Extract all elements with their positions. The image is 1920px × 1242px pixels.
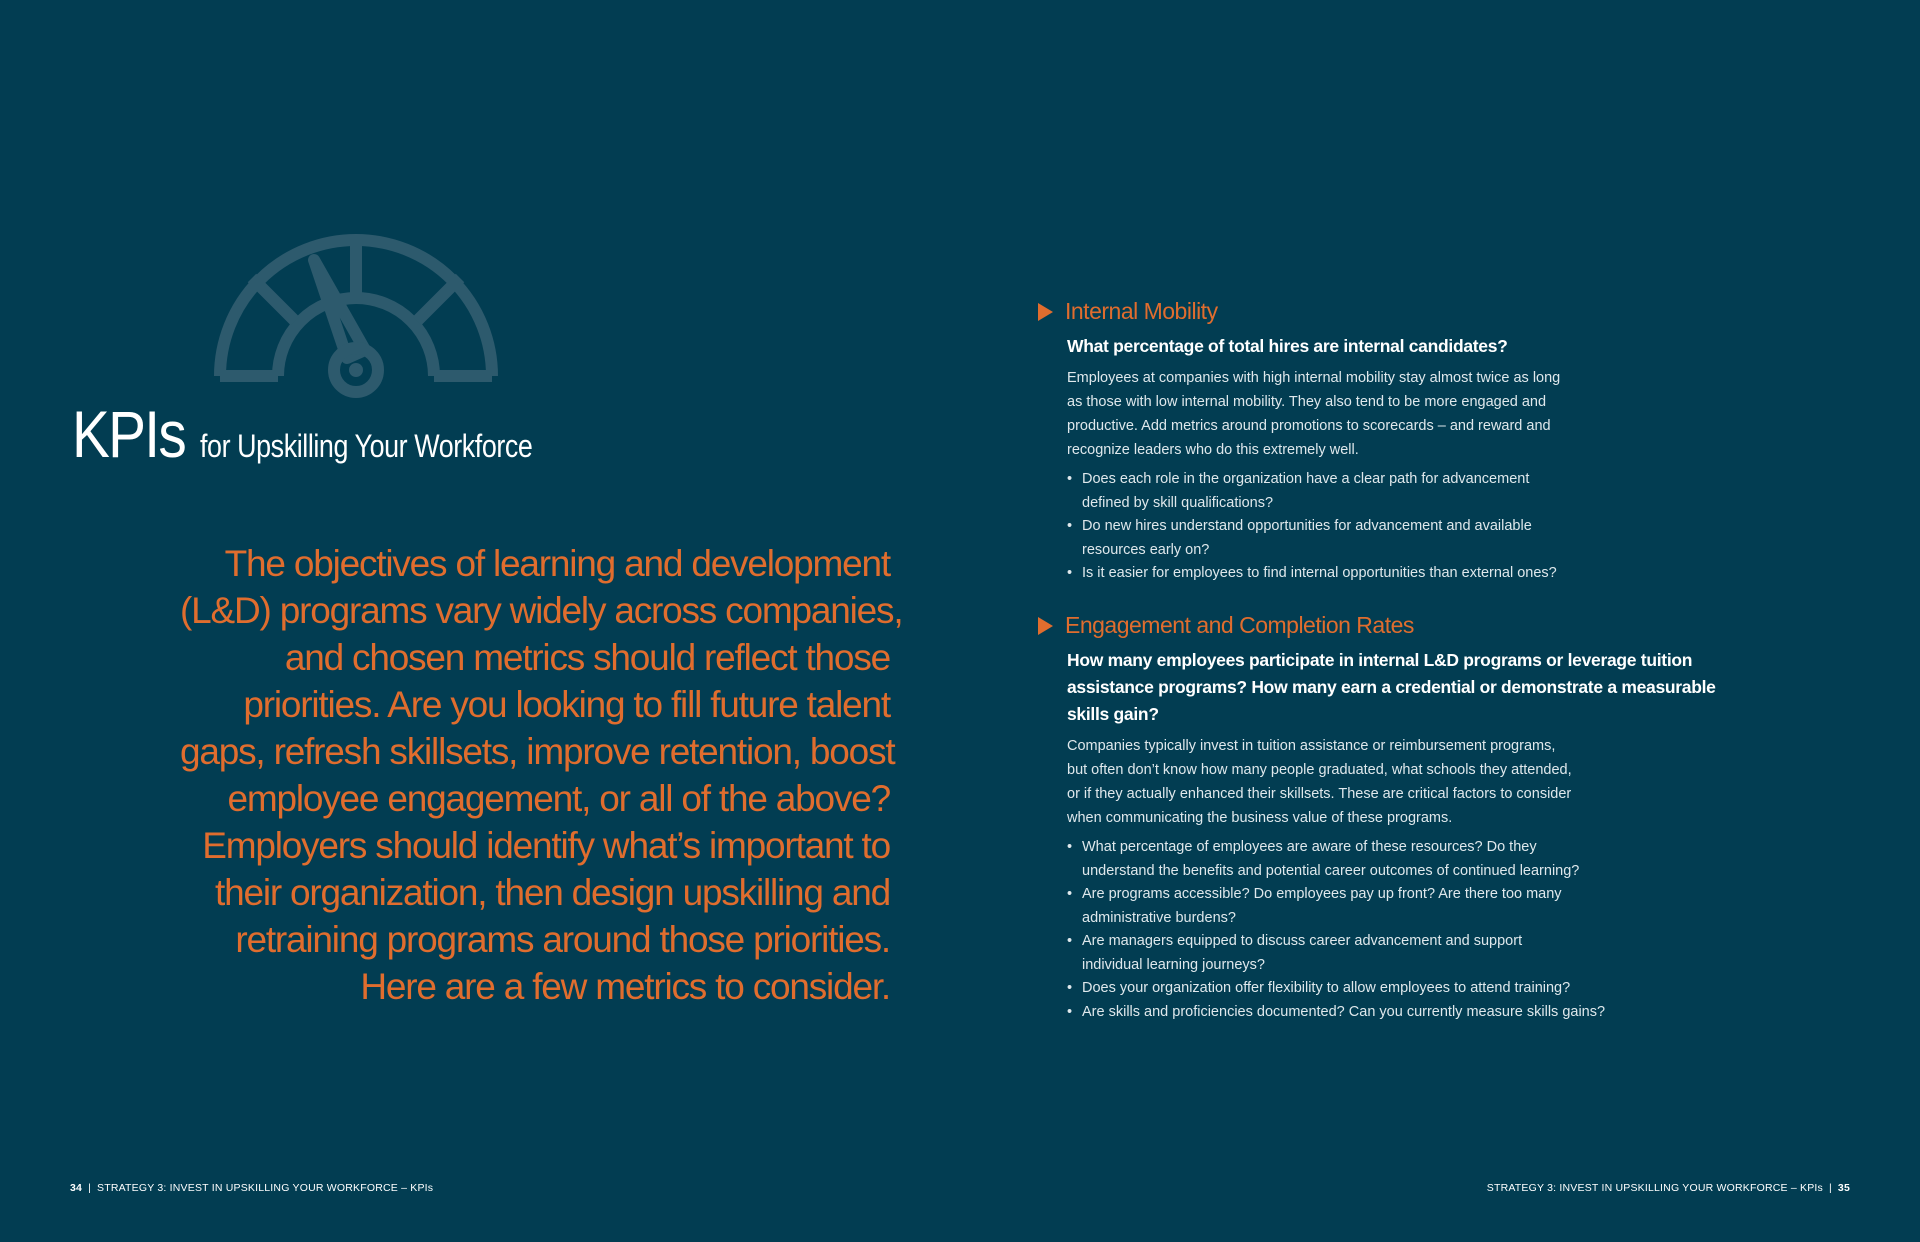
section-internal-mobility bbox=[1038, 298, 1658, 586]
section-heading bbox=[1038, 612, 1658, 639]
bullet-line: • Does your organization offer flexibility to allow employees to attend training? bbox=[1082, 980, 1571, 996]
bullet-item bbox=[1067, 977, 1658, 1001]
bullet-line: • Are programs accessible? Do employees pay up front? Are there too many bbox=[1082, 886, 1562, 902]
bullet-item bbox=[1067, 883, 1658, 930]
bullet-line: • Are managers equipped to discuss career advancement and support bbox=[1082, 933, 1523, 949]
title-subtitle: for Upskilling Your Workforce bbox=[199, 428, 533, 464]
body-line: as those with low internal mobility. They also tend to be more engaged and bbox=[1067, 394, 1547, 410]
intro-line: retraining programs around those priorities. bbox=[235, 919, 890, 960]
section-question bbox=[1067, 647, 1716, 728]
bullet-line: resources early on? bbox=[1082, 541, 1210, 558]
intro-line: Here are a few metrics to consider. bbox=[360, 966, 890, 1007]
intro-line: The objectives of learning and development bbox=[224, 543, 890, 584]
bullet-item bbox=[1067, 836, 1658, 883]
intro-paragraph bbox=[180, 540, 903, 1010]
title-kpis: KPIs bbox=[72, 397, 185, 471]
intro-line: their organization, then design upskilling and bbox=[214, 872, 890, 913]
section-title: Engagement and Completion Rates bbox=[1065, 612, 1414, 638]
bullet-line: understand the benefits and potential career outcomes of continued learning? bbox=[1082, 862, 1580, 879]
bullet-line: • What percentage of employees are aware of these resources? Do they bbox=[1082, 839, 1537, 855]
section-title: Internal Mobility bbox=[1065, 298, 1218, 324]
question-line: How many employees participate in internal L&D programs or leverage tuition bbox=[1067, 650, 1693, 670]
bullet-list bbox=[1067, 836, 1658, 1024]
section-heading bbox=[1038, 298, 1658, 325]
bullet-line: individual learning journeys? bbox=[1082, 956, 1265, 973]
section-body bbox=[1067, 734, 1658, 830]
speedometer-icon bbox=[214, 226, 498, 404]
intro-line: gaps, refresh skillsets, improve retention, boost bbox=[180, 731, 895, 772]
question-line: assistance programs? How many earn a credential or demonstrate a measurable bbox=[1067, 677, 1716, 697]
bullet-item bbox=[1067, 562, 1658, 586]
section-engagement-completion bbox=[1038, 612, 1716, 1024]
body-line: productive. Add metrics around promotions to scorecards – and reward and bbox=[1067, 418, 1551, 434]
body-line: or if they actually enhanced their skillsets. These are critical factors to consider bbox=[1067, 786, 1572, 802]
play-arrow-icon bbox=[1038, 617, 1053, 635]
page-number-right: 35 bbox=[1837, 1182, 1850, 1194]
intro-line: priorities. Are you looking to fill future talent bbox=[243, 684, 890, 725]
body-line: when communicating the business value of these programs. bbox=[1067, 810, 1453, 826]
bullet-line: defined by skill qualifications? bbox=[1082, 494, 1274, 511]
question-line: skills gain? bbox=[1067, 704, 1159, 724]
bullet-line: • Do new hires understand opportunities for advancement and available bbox=[1082, 518, 1532, 534]
question-line: What percentage of total hires are internal candidates? bbox=[1067, 336, 1508, 356]
footer-separator: | bbox=[1828, 1182, 1832, 1194]
bullet-item bbox=[1067, 468, 1658, 515]
bullet-item bbox=[1067, 930, 1658, 977]
bullet-line: • Is it easier for employees to find internal opportunities than external ones? bbox=[1082, 565, 1557, 581]
bullet-item bbox=[1067, 1001, 1658, 1025]
running-footer-text: STRATEGY 3: INVEST IN UPSKILLING YOUR WORKFORCE – KPIs bbox=[97, 1182, 434, 1194]
footer-left bbox=[70, 1182, 433, 1194]
page-title bbox=[72, 396, 596, 472]
section-body bbox=[1067, 366, 1658, 462]
bullet-item bbox=[1067, 515, 1658, 562]
play-arrow-icon bbox=[1038, 303, 1053, 321]
body-line: but often don’t know how many people graduated, what schools they attended, bbox=[1067, 762, 1572, 778]
intro-line: and chosen metrics should reflect those bbox=[284, 637, 890, 678]
bullet-line: • Are skills and proficiencies documented? Can you currently measure skills gains? bbox=[1082, 1003, 1606, 1020]
section-question bbox=[1067, 333, 1658, 360]
bullet-line: administrative burdens? bbox=[1082, 909, 1236, 926]
body-line: recognize leaders who do this extremely well. bbox=[1067, 442, 1359, 458]
bullet-list bbox=[1067, 468, 1658, 586]
footer-right bbox=[1487, 1182, 1850, 1194]
intro-line: Employers should identify what’s important to bbox=[202, 825, 890, 866]
body-line: Companies typically invest in tuition assistance or reimbursement programs, bbox=[1067, 738, 1556, 754]
bullet-line: • Does each role in the organization have a clear path for advancement bbox=[1082, 471, 1530, 487]
footer-separator: | bbox=[88, 1182, 92, 1194]
page-number-left: 34 bbox=[70, 1182, 83, 1194]
body-line: Employees at companies with high internal mobility stay almost twice as long bbox=[1067, 370, 1561, 386]
running-footer-text: STRATEGY 3: INVEST IN UPSKILLING YOUR WORKFORCE – KPIs bbox=[1486, 1182, 1823, 1194]
intro-line: (L&D) programs vary widely across companies, bbox=[180, 590, 903, 631]
intro-line: employee engagement, or all of the above? bbox=[227, 778, 890, 819]
